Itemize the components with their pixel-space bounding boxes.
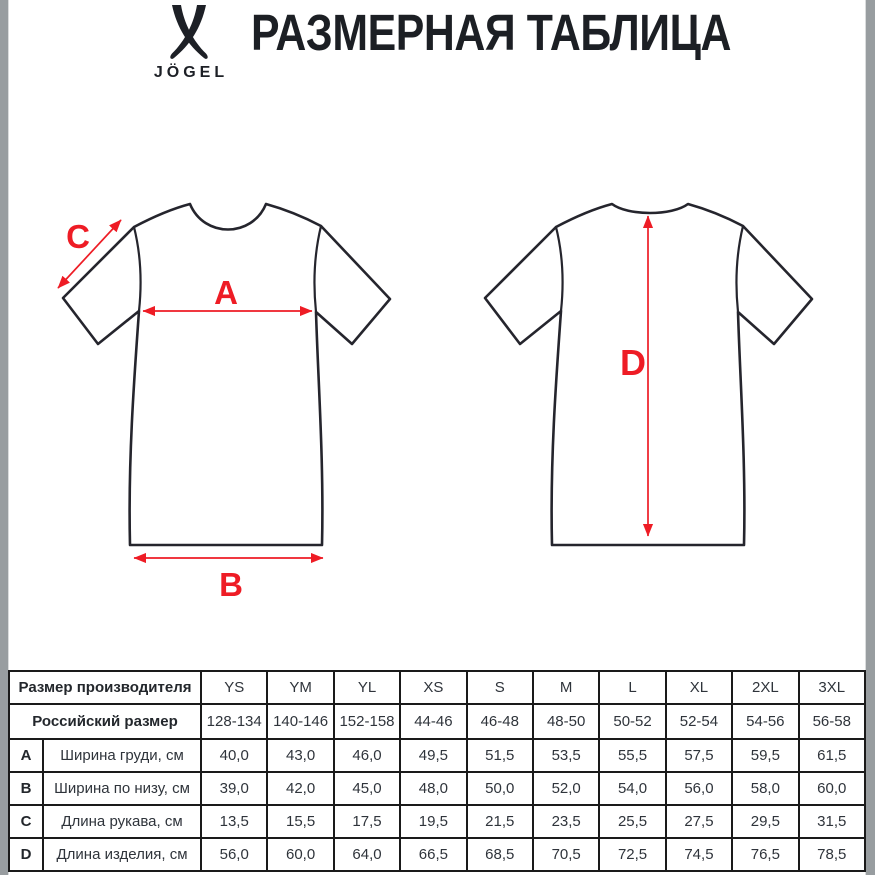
size-cell: XL <box>666 671 732 704</box>
value-cell: 21,5 <box>467 805 533 838</box>
value-cell: 51,5 <box>467 739 533 772</box>
russian-size-cell: 44-46 <box>400 704 466 739</box>
value-cell: 42,0 <box>267 772 333 805</box>
value-cell: 61,5 <box>799 739 865 772</box>
measure-label-b: B <box>219 566 243 603</box>
brand-name: JÖGEL <box>153 64 229 81</box>
value-cell: 59,5 <box>732 739 798 772</box>
russian-size-cell: 56-58 <box>799 704 865 739</box>
value-cell: 57,5 <box>666 739 732 772</box>
russian-size-cell: 52-54 <box>666 704 732 739</box>
russian-size-cell: 54-56 <box>732 704 798 739</box>
value-cell: 53,5 <box>533 739 599 772</box>
value-cell: 70,5 <box>533 838 599 871</box>
value-cell: 64,0 <box>334 838 400 871</box>
value-cell: 27,5 <box>666 805 732 838</box>
measure-label-a: A <box>214 274 238 311</box>
row-name: Длина рукава, см <box>43 805 201 838</box>
value-cell: 45,0 <box>334 772 400 805</box>
table-row-b <box>9 772 865 805</box>
row-letter: C <box>9 805 43 838</box>
row-name: Длина изделия, см <box>43 838 201 871</box>
value-cell: 54,0 <box>599 772 665 805</box>
value-cell: 40,0 <box>201 739 267 772</box>
value-cell: 60,0 <box>799 772 865 805</box>
russian-size-cell: 46-48 <box>467 704 533 739</box>
russian-size-cell: 128-134 <box>201 704 267 739</box>
value-cell: 56,0 <box>201 838 267 871</box>
size-cell: YS <box>201 671 267 704</box>
row-letter: A <box>9 739 43 772</box>
value-cell: 19,5 <box>400 805 466 838</box>
size-cell: YM <box>267 671 333 704</box>
measure-label-d: D <box>620 342 646 383</box>
value-cell: 78,5 <box>799 838 865 871</box>
value-cell: 58,0 <box>732 772 798 805</box>
front-shirt-outline <box>63 204 390 545</box>
size-cell: S <box>467 671 533 704</box>
value-cell: 68,5 <box>467 838 533 871</box>
russian-size-cell: 50-52 <box>599 704 665 739</box>
row-name: Ширина по низу, см <box>43 772 201 805</box>
value-cell: 52,0 <box>533 772 599 805</box>
value-cell: 46,0 <box>334 739 400 772</box>
size-cell: 2XL <box>732 671 798 704</box>
value-cell: 74,5 <box>666 838 732 871</box>
value-cell: 60,0 <box>267 838 333 871</box>
manufacturer-size-row <box>9 671 865 704</box>
value-cell: 72,5 <box>599 838 665 871</box>
value-cell: 66,5 <box>400 838 466 871</box>
size-table <box>8 670 866 872</box>
size-cell: YL <box>334 671 400 704</box>
value-cell: 39,0 <box>201 772 267 805</box>
russian-size-cell: 140-146 <box>267 704 333 739</box>
value-cell: 43,0 <box>267 739 333 772</box>
russian-size-row <box>9 704 865 739</box>
value-cell: 23,5 <box>533 805 599 838</box>
value-cell: 56,0 <box>666 772 732 805</box>
manufacturer-size-label: Размер производителя <box>9 671 201 704</box>
value-cell: 25,5 <box>599 805 665 838</box>
value-cell: 31,5 <box>799 805 865 838</box>
russian-size-cell: 152-158 <box>334 704 400 739</box>
measure-label-c: C <box>66 218 90 255</box>
size-cell: M <box>533 671 599 704</box>
value-cell: 76,5 <box>732 838 798 871</box>
value-cell: 15,5 <box>267 805 333 838</box>
value-cell: 29,5 <box>732 805 798 838</box>
value-cell: 48,0 <box>400 772 466 805</box>
value-cell: 17,5 <box>334 805 400 838</box>
value-cell: 50,0 <box>467 772 533 805</box>
table-row-d <box>9 838 865 871</box>
table-row-c <box>9 805 865 838</box>
size-cell: 3XL <box>799 671 865 704</box>
russian-size-label: Российский размер <box>9 704 201 739</box>
size-cell: XS <box>400 671 466 704</box>
value-cell: 49,5 <box>400 739 466 772</box>
row-letter: D <box>9 838 43 871</box>
page-title: РАЗМЕРНАЯ ТАБЛИЦА <box>251 4 732 61</box>
value-cell: 55,5 <box>599 739 665 772</box>
value-cell: 13,5 <box>201 805 267 838</box>
row-letter: B <box>9 772 43 805</box>
row-name: Ширина груди, см <box>43 739 201 772</box>
russian-size-cell: 48-50 <box>533 704 599 739</box>
size-cell: L <box>599 671 665 704</box>
table-row-a <box>9 739 865 772</box>
